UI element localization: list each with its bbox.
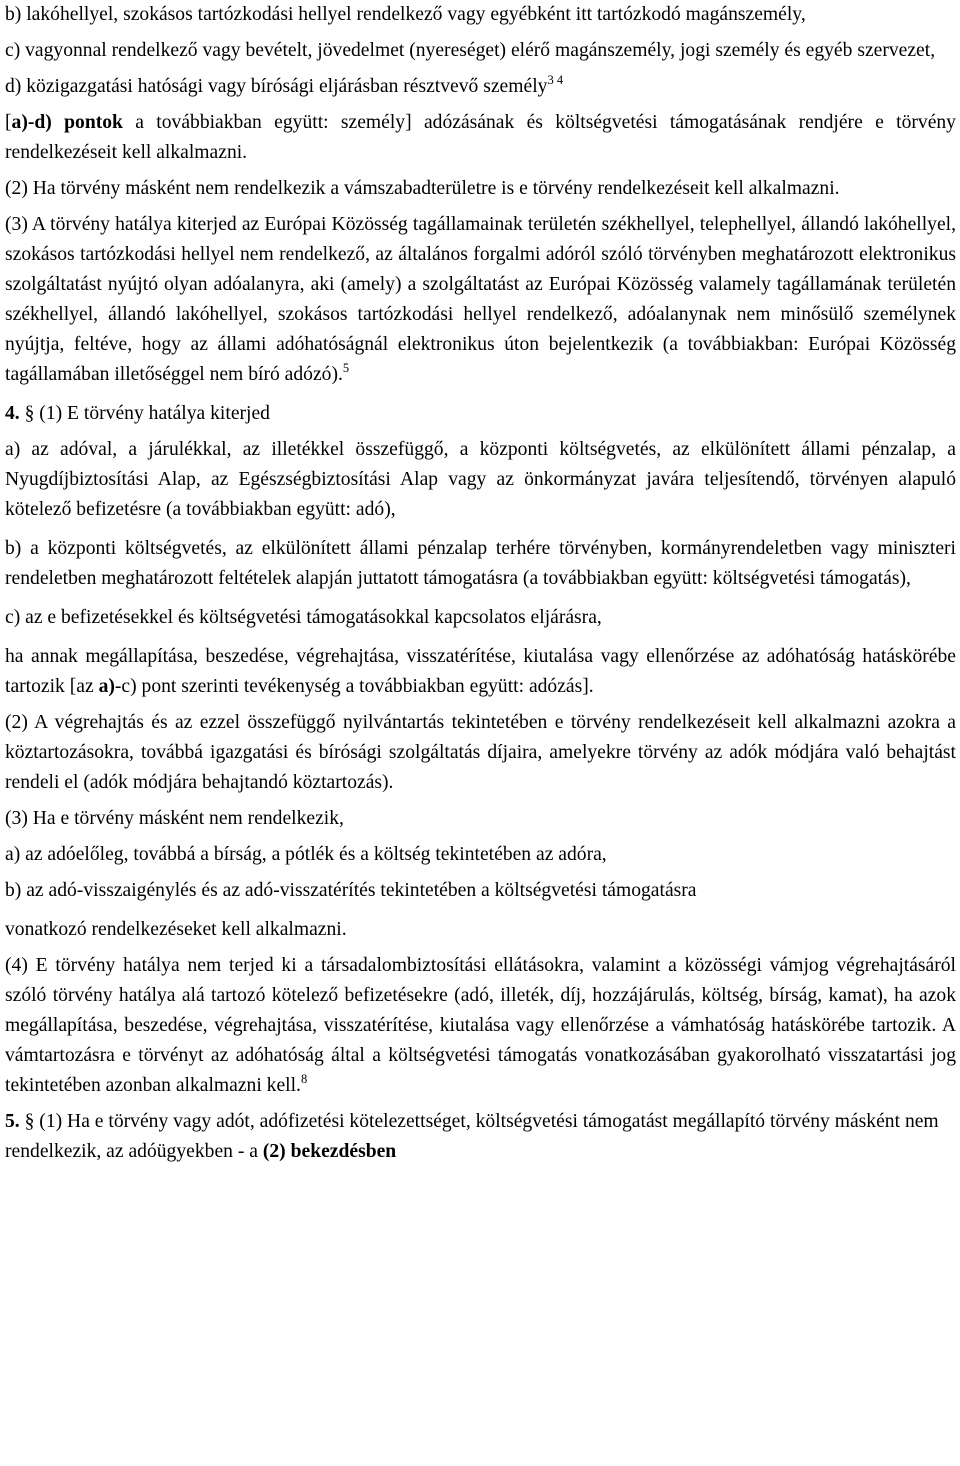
paragraph-b-residence: b) lakóhellyel, szokásos tartózkodási hellyel rendelkező vagy egyébként itt tartózkodó magánszemély,	[5, 4, 806, 25]
paragraph-4-3b: b) az adó-visszaigénylés és az adó-visszatérítés tekintetében a költségvetési támogatásra	[5, 880, 697, 901]
bold-points-ref: a)-d) pontok	[11, 112, 123, 133]
paragraph-c-assets: c) vagyonnal rendelkező vagy bevételt, jövedelmet (nyereséget) elérő magánszemély, jogi személy és egyéb szervezet,	[5, 40, 936, 61]
paragraph-4c-procedure: c) az e befizetésekkel és költségvetési támogatásokkal kapcsolatos eljárásra,	[5, 607, 602, 628]
paragraph-4a-tax: a) az adóval, a járulékkal, az illetékkel összefüggő, a központi költségvetés, az elkülönített állami pénzalap, a Nyugdíjbiztosítási Alap, az Egészségbiztosítási Alap vagy az önkormányzat javára teljesítendő, törvényen alapuló kötelező befizetésre (a továbbiakban együtt: adó),	[5, 439, 956, 520]
paragraph-4b-subsidy: b) a központi költségvetés, az elkülönített állami pénzalap terhére törvényben, kormányrendeletben vagy miniszteri rendeletben meghatározott feltételek alapján juttatott támogatásra (a továbbiakban együtt: költségvetési támogatás),	[5, 538, 956, 589]
paragraph-4-3-closing: vonatkozó rendelkezéseket kell alkalmazni.	[5, 919, 347, 940]
footnote-ref: 5	[342, 361, 350, 375]
paragraph-4-3-intro: (3) Ha e törvény másként nem rendelkezik,	[5, 808, 344, 829]
section-number: 5.	[5, 1111, 20, 1132]
footnote-ref: 3 4	[547, 73, 564, 87]
paragraph-4-4-exclusions: (4) E törvény hatálya nem terjed ki a társadalombiztosítási ellátásokra, valamint a közösségi vámjog végrehajtásáról szóló törvény hatálya alá tartozó kötelező befizetésekre (adó, illeték, díj, hozzájárulás, költség, bírság, kamat), ha azok megállapítása, beszedése, végrehajtása, visszatérítése, kiutalása vagy ellenőrzése a vámhatóság hatáskörébe tartozik. A vámtartozásra e törvényt az adóhatóság által a költségvetési támogatás vonatkozásában gyakorolható visszatartási jog tekintetében azonban alkalmazni kell.$^8$	[5, 955, 956, 1096]
paragraph-4-authority: ha annak megállapítása, beszedése, végrehajtása, visszatérítése, kiutalása vagy ellenőrzése az adóhatóság hatáskörébe tartozik [az a)-c) pont szerinti tevékenység a továbbiakban együtt: adózás].	[5, 646, 956, 697]
bold-point-ref: a)	[98, 676, 115, 697]
paragraph-scope-summary: [a)-d) pontok a továbbiakban együtt: személy] adózásának és költségvetési támogatásának rendjére e törvény rendelkezéseit kell alkalmazni.	[5, 112, 956, 163]
section-number: 4.	[5, 403, 20, 424]
paragraph-4-3a: a) az adóelőleg, továbbá a bírság, a pótlék és a költség tekintetében az adóra,	[5, 844, 607, 865]
section-5-heading: 5. § (1) Ha e törvény vagy adót, adófizetési kötelezettséget, költségvetési támogatást megállapító törvény másként nem rendelkezik, az adóügyekben - a (2) bekezdésben	[5, 1111, 939, 1162]
paragraph-4-2-enforcement: (2) A végrehajtás és az ezzel összefüggő nyilvántartás tekintetében e törvény rendelkezéseit kell alkalmazni azokra a köztartozásokra, továbbá igazgatási és bírósági szolgáltatás díjaira, amelyekre törvény az adók módjára való behajtást rendeli el (adók módjára behajtandó köztartozás).	[5, 712, 956, 793]
footnote-ref: 8	[300, 1072, 308, 1086]
bold-paragraph-ref: (2) bekezdésben	[262, 1141, 397, 1162]
paragraph-2-free-zone: (2) Ha törvény másként nem rendelkezik a vámszabadterületre is e törvény rendelkezéseit kell alkalmazni.	[5, 178, 840, 199]
paragraph-d-proceedings: d) közigazgatási hatósági vagy bírósági eljárásban résztvevő személy$^{3 4}$	[5, 73, 564, 97]
paragraph-3-ec-scope: (3) A törvény hatálya kiterjed az Európai Közösség tagállamainak területén székhellyel, telephellyel, állandó lakóhellyel, szokásos tartózkodási hellyel nem rendelkező, az általános forgalmi adóról szóló törvényben meghatározott elektronikus szolgáltatást nyújtó olyan adóalanyra, aki (amely) a szolgáltatást az Európai Közösség valamely tagállamának területén székhellyel, állandó lakóhellyel, szokásos tartózkodási hellyel rendelkező, adóalanynak nem minősülő személynek nyújtja, feltéve, hogy az állami adóhatóságnál elektronikus úton bejelentkezik (a továbbiakban: Európai Közösség tagállamában illetőséggel nem bíró adózó).$^5$	[5, 214, 956, 385]
section-4-heading: 4. § (1) E törvény hatálya kiterjed	[5, 403, 270, 424]
